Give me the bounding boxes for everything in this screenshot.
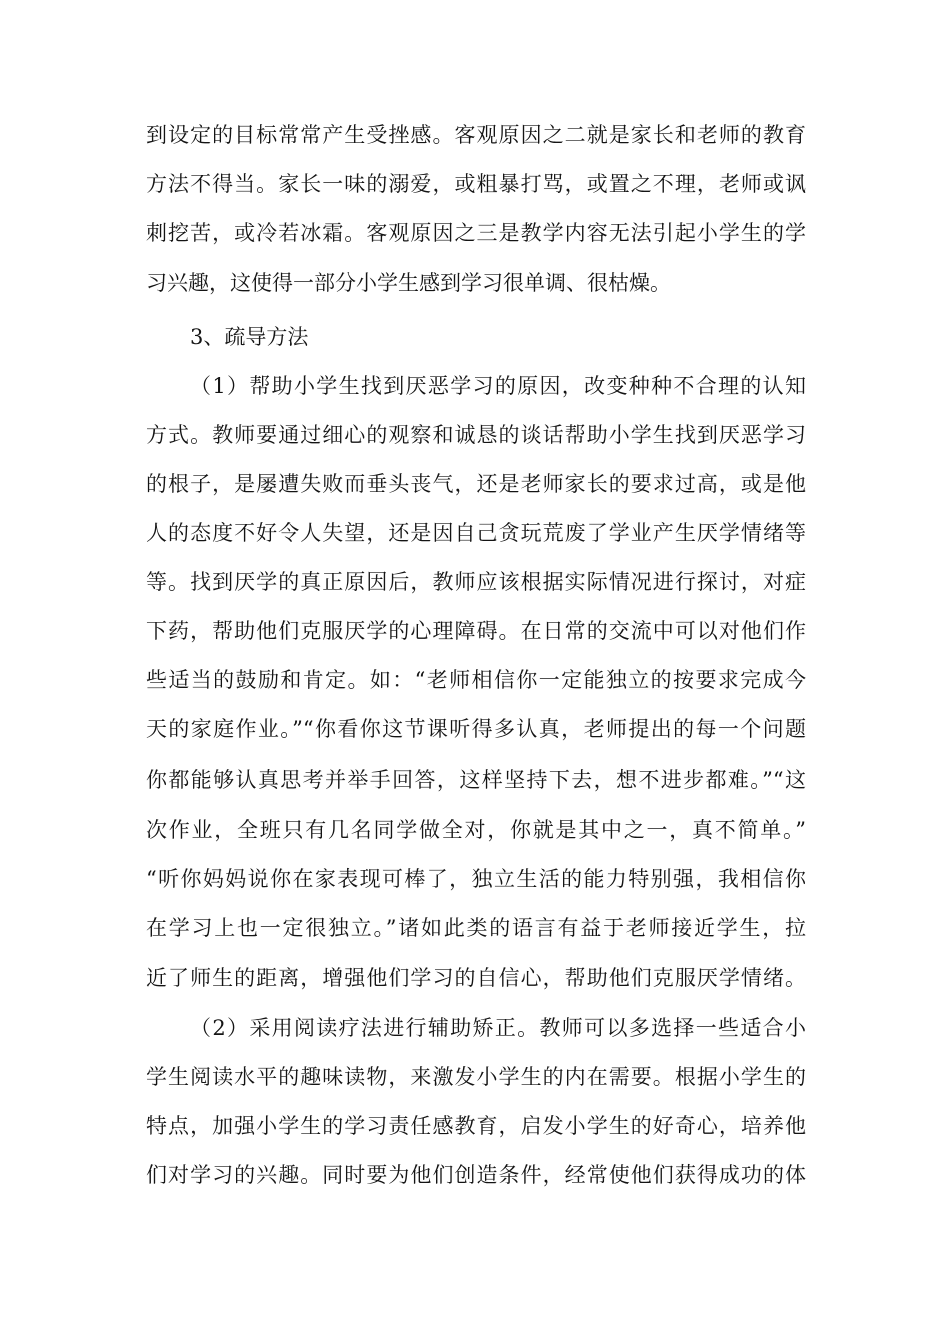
text-line-2: 方法不得当。家长一味的溺爱，或粗暴打骂，或置之不理，老师或讽 (146, 172, 806, 196)
text-line-4: 习兴趣，这使得一部分小学生感到学习很单调、很枯燥。 (146, 271, 671, 295)
text-line-18: 近了师生的距离，增强他们学习的自信心，帮助他们克服厌学情绪。 (146, 966, 806, 990)
section-heading: 3、疏导方法 (190, 325, 309, 349)
text-line-14: 你都能够认真思考并举手回答，这样坚持下去，想不进步都难。”“这 (146, 768, 806, 792)
text-line-22: 们对学习的兴趣。同时要为他们创造条件，经常使他们获得成功的体 (146, 1163, 806, 1187)
text-line-16: “听你妈妈说你在家表现可棒了，独立生活的能力特别强，我相信你 (146, 867, 806, 891)
text-line-13: 天的家庭作业。”“你看你这节课听得多认真，老师提出的每一个问题 (146, 717, 806, 741)
text-line-19: （2）采用阅读疗法进行辅助矫正。教师可以多选择一些适合小 (190, 1016, 806, 1040)
text-line-1: 到设定的目标常常产生受挫感。客观原因之二就是家长和老师的教育 (146, 123, 806, 147)
text-line-12: 些适当的鼓励和肯定。如：“老师相信你一定能独立的按要求完成今 (146, 668, 806, 692)
text-line-8: 的根子，是屡遭失败而垂头丧气，还是老师家长的要求过高，或是他 (146, 472, 806, 496)
text-line-21: 特点，加强小学生的学习责任感教育，启发小学生的好奇心，培养他 (146, 1114, 806, 1138)
text-line-3: 刺挖苦，或冷若冰霜。客观原因之三是教学内容无法引起小学生的学 (146, 221, 806, 245)
text-line-6: （1）帮助小学生找到厌恶学习的原因，改变种种不合理的认知 (190, 374, 806, 398)
text-line-17: 在学习上也一定很独立。”诸如此类的语言有益于老师接近学生，拉 (146, 916, 806, 940)
text-line-11: 下药，帮助他们克服厌学的心理障碍。在日常的交流中可以对他们作 (146, 619, 806, 643)
text-line-7: 方式。教师要通过细心的观察和诚恳的谈话帮助小学生找到厌恶学习 (146, 423, 806, 447)
text-line-9: 人的态度不好令人失望，还是因自己贪玩荒废了学业产生厌学情绪等 (146, 521, 806, 545)
text-line-20: 学生阅读水平的趣味读物，来激发小学生的内在需要。根据小学生的 (146, 1065, 806, 1089)
text-line-15: 次作业，全班只有几名同学做全对，你就是其中之一，真不简单。” (146, 818, 806, 842)
text-line-10: 等。找到厌学的真正原因后，教师应该根据实际情况进行探讨，对症 (146, 570, 806, 594)
